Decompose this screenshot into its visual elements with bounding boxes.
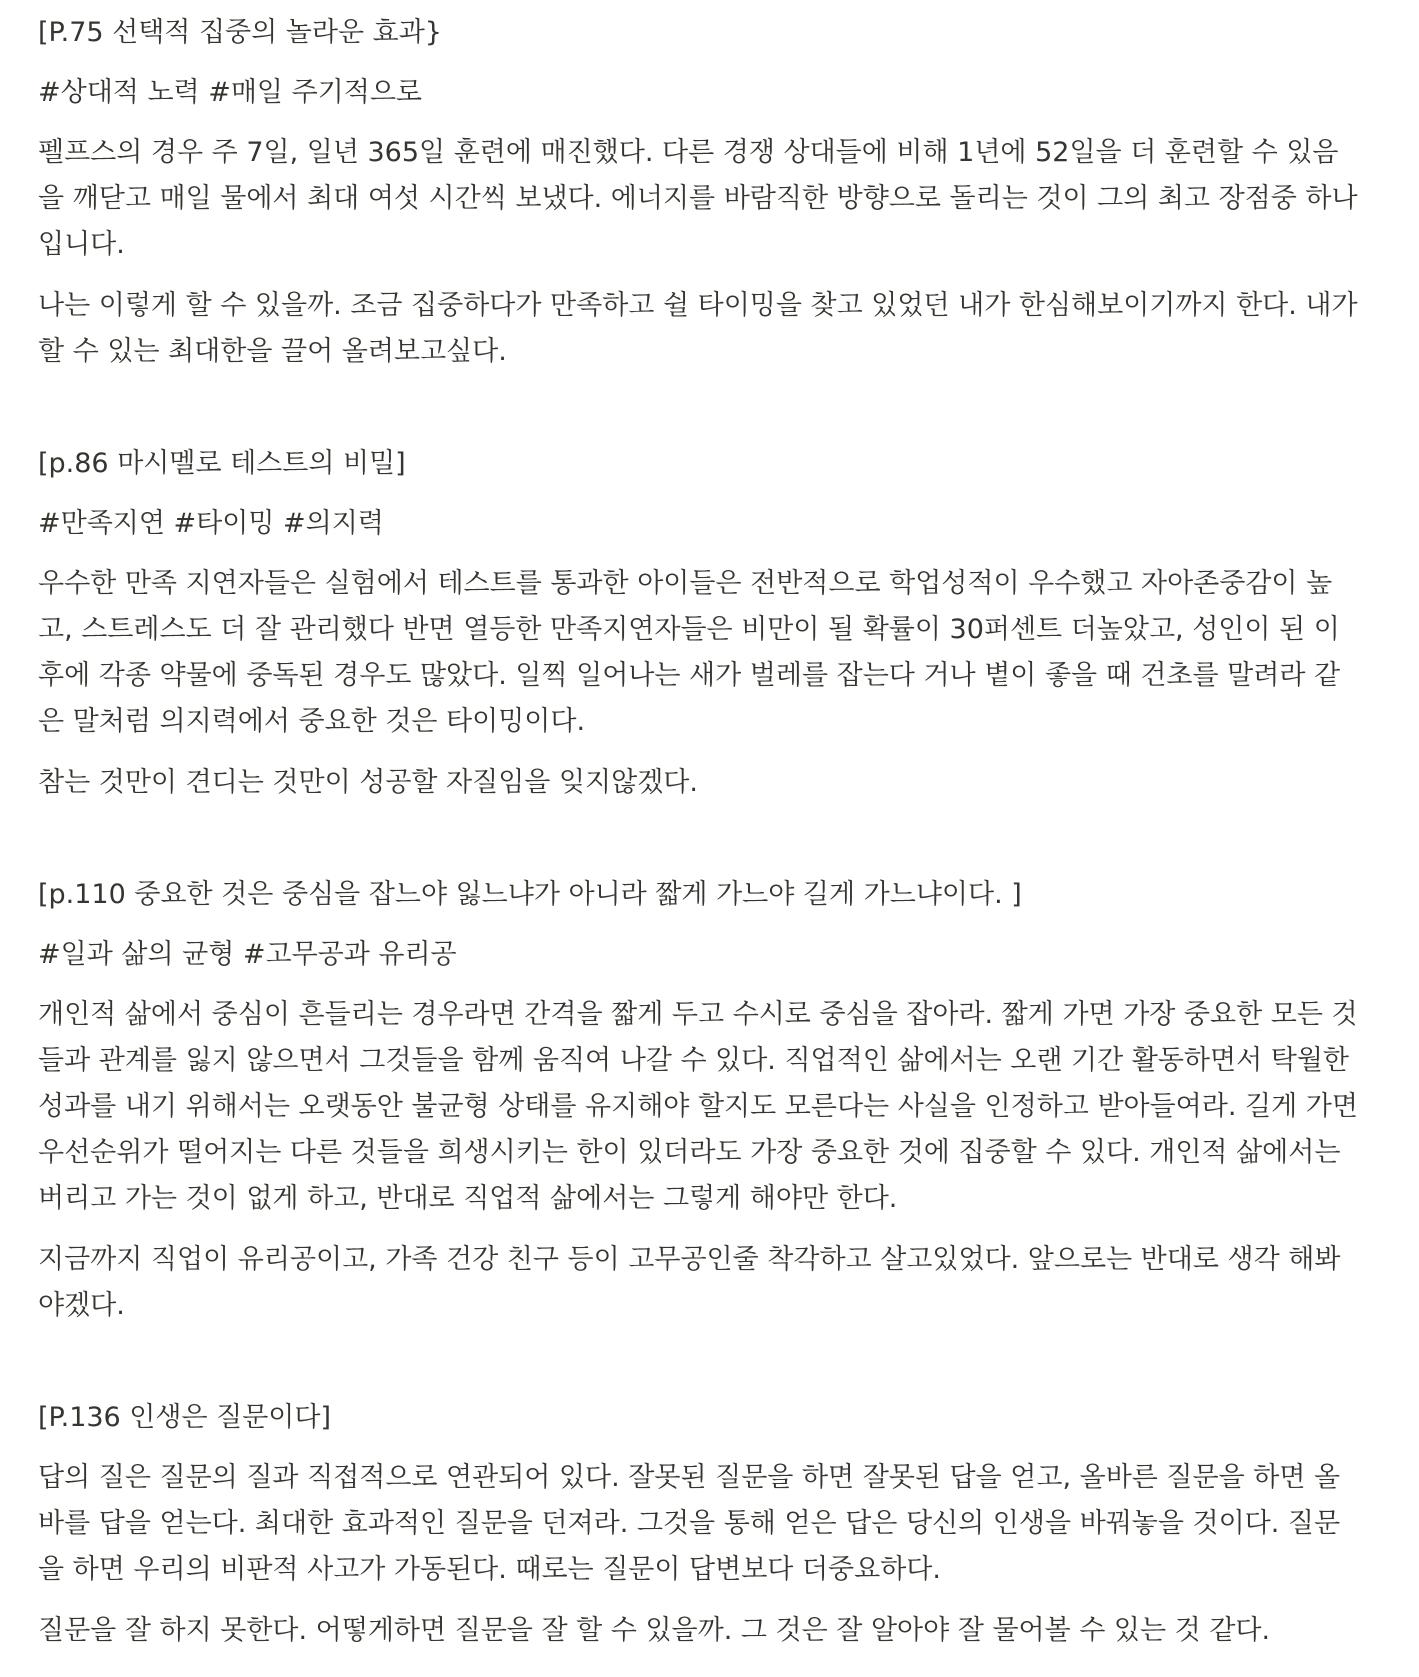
note-section-p75 bbox=[38, 10, 1359, 375]
section-tags: #만족지연 #타이밍 #의지력 bbox=[38, 508, 384, 539]
section-paragraph: 우수한 만족 지연자들은 실험에서 테스트를 통과한 아이들은 전반적으로 학업성적이 우수했고 자아존중감이 높고, 스트레스도 더 잘 관리했다 반면 열등한 만족지연자들은 비만이 될 확률이 30퍼센트 더높았고, 성인이 된 이후에 각종 약물에 중독된 경우도 많았다. 일찍 일어나는 새가 벌레를 잡는다 거나 볕이 좋을 때 건초를 말려라 같은 말처럼 의지력에서 중요한 것은 타이밍이다. bbox=[38, 568, 1341, 737]
section-heading: [P.136 인생은 질문이다] bbox=[38, 1402, 331, 1433]
note-section-p136 bbox=[38, 1395, 1359, 1654]
section-reflection: 참는 것만이 견디는 것만이 성공할 자질임을 잊지않겠다. bbox=[38, 767, 698, 798]
section-heading: [p.86 마시멜로 테스트의 비밀] bbox=[38, 448, 406, 479]
note-section-p110 bbox=[38, 872, 1359, 1329]
note-section-p86 bbox=[38, 441, 1359, 806]
section-reflection: 나는 이렇게 할 수 있을까. 조금 집중하다가 만족하고 쉴 타이밍을 찾고 있었던 내가 한심해보이기까지 한다. 내가 할 수 있는 최대한을 끌어 올려보고싶다. bbox=[38, 290, 1358, 367]
section-heading: [P.75 선택적 집중의 놀라운 효과} bbox=[38, 17, 442, 48]
section-paragraph: 개인적 삶에서 중심이 흔들리는 경우라면 간격을 짧게 두고 수시로 중심을 잡아라. 짧게 가면 가장 중요한 모든 것들과 관계를 잃지 않으면서 그것들을 함께 움직여 나갈 수 있다. 직업적인 삶에서는 오랜 기간 활동하면서 탁월한 성과를 내기 위해서는 오랫동안 불균형 상태를 유지해야 할지도 모른다는 사실을 인정하고 받아들여라. 길게 가면 우선순위가 떨어지는 다른 것들을 희생시키는 한이 있더라도 가장 중요한 것에 집중할 수 있다. 개인적 삶에서는 버리고 가는 것이 없게 하고, 반대로 직업적 삶에서는 그렇게 해야만 한다. bbox=[38, 999, 1358, 1214]
section-paragraph: 답의 질은 질문의 질과 직접적으로 연관되어 있다. 잘못된 질문을 하면 잘못된 답을 얻고, 올바른 질문을 하면 올바를 답을 얻는다. 최대한 효과적인 질문을 던져라. 그것을 통해 얻은 답은 당신의 인생을 바꿔놓을 것이다. 질문을 하면 우리의 비판적 사고가 가동된다. 때로는 질문이 답변보다 더중요하다. bbox=[38, 1462, 1341, 1585]
section-paragraph: 펠프스의 경우 주 7일, 일년 365일 훈련에 매진했다. 다른 경쟁 상대들에 비해 1년에 52일을 더 훈련할 수 있음을 깨닫고 매일 물에서 최대 여섯 시간씩 보냈다. 에너지를 바람직한 방향으로 돌리는 것이 그의 최고 장점중 하나입니다. bbox=[38, 137, 1358, 260]
section-reflection: 지금까지 직업이 유리공이고, 가족 건강 친구 등이 고무공인줄 착각하고 살고있었다. 앞으로는 반대로 생각 해봐야겠다. bbox=[38, 1244, 1341, 1321]
section-reflection: 질문을 잘 하지 못한다. 어떻게하면 질문을 잘 할 수 있을까. 그 것은 잘 알아야 잘 물어볼 수 있는 것 같다. bbox=[38, 1615, 1271, 1646]
section-tags: #상대적 노력 #매일 주기적으로 bbox=[38, 77, 422, 108]
section-heading: [p.110 중요한 것은 중심을 잡느야 잃느냐가 아니라 짧게 가느야 길게 가느냐이다. ] bbox=[38, 879, 1022, 910]
section-tags: #일과 삶의 균형 #고무공과 유리공 bbox=[38, 939, 457, 970]
